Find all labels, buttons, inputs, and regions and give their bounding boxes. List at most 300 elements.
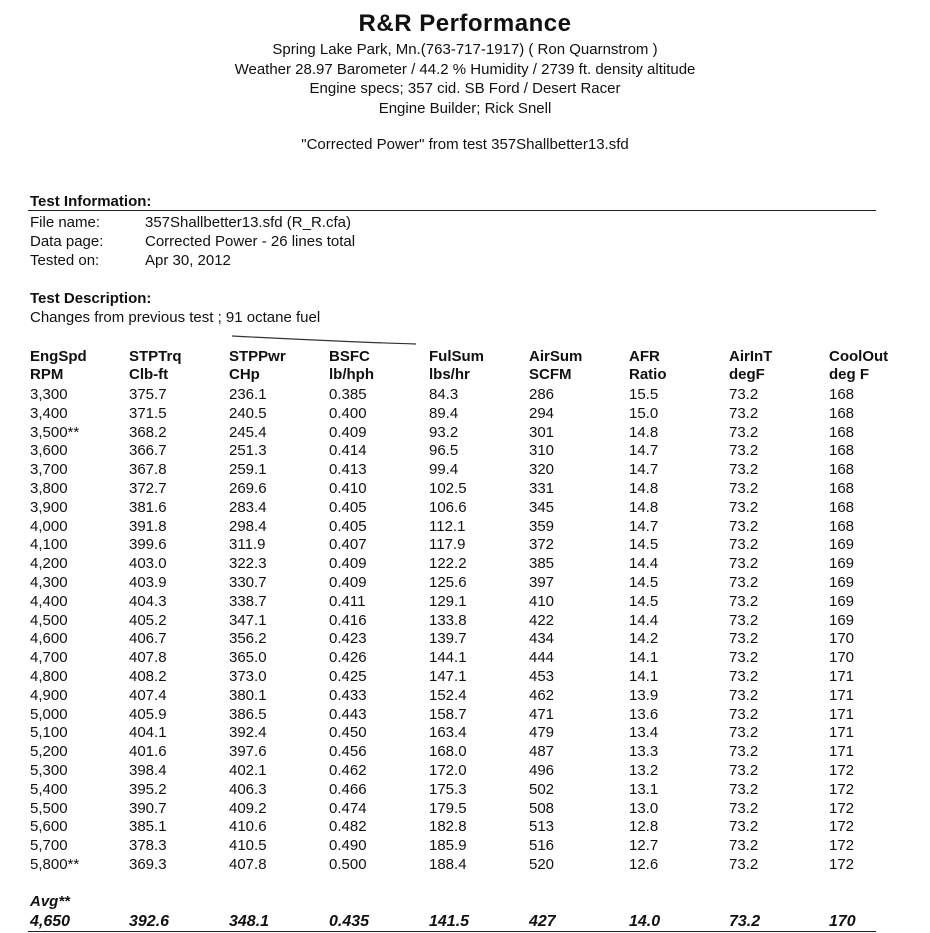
column-header-unit: SCFM — [529, 366, 572, 383]
column-header-airint — [729, 348, 772, 384]
cell-afr: 14.8 — [629, 423, 659, 441]
table-row — [0, 518, 876, 537]
test-info-value: Corrected Power - 26 lines total — [145, 233, 356, 250]
cell-bsfc: 0.413 — [329, 461, 367, 479]
cell-afr: 12.7 — [629, 837, 659, 855]
column-header-stptrq — [129, 348, 182, 384]
table-row — [0, 837, 876, 856]
cell-airint: 73.2 — [729, 799, 759, 817]
cell-afr: 13.2 — [629, 761, 659, 779]
cell-stppwr: 245.4 — [229, 423, 267, 441]
cell-bsfc: 0.409 — [329, 423, 367, 441]
cell-engspd: 4,800 — [30, 667, 68, 685]
cell-stptrq: 368.2 — [129, 423, 167, 441]
cell-airint: 73.2 — [729, 442, 759, 460]
cell-airint: 73.2 — [729, 667, 759, 685]
cell-stptrq: 407.8 — [129, 649, 167, 667]
cell-engspd: 4,400 — [30, 592, 68, 610]
average-cell-airint: 73.2 — [729, 913, 761, 930]
cell-coolout: 168 — [829, 386, 855, 403]
cell-stptrq: 399.6 — [129, 536, 167, 554]
cell-fulsum: 168.0 — [429, 743, 467, 761]
column-header-unit: Clb-ft — [129, 366, 169, 383]
cell-coolout: 172 — [829, 855, 855, 873]
cell-fulsum: 175.3 — [429, 780, 467, 798]
average-divider — [28, 931, 876, 932]
cell-airint: 73.2 — [729, 611, 759, 629]
average-row — [0, 912, 876, 932]
cell-airsum: 385 — [529, 555, 555, 573]
cell-coolout: 169 — [829, 611, 855, 629]
cell-coolout: 171 — [829, 667, 855, 685]
cell-stptrq: 381.6 — [129, 498, 167, 516]
cell-fulsum: 139.7 — [429, 630, 467, 648]
cell-stptrq: 405.2 — [129, 611, 167, 629]
engine-builder-line: Engine Builder; Rick Snell — [378, 99, 552, 117]
column-header-unit: Ratio — [629, 366, 667, 383]
section-divider — [28, 210, 876, 211]
cell-engspd: 5,300 — [30, 761, 68, 779]
cell-airsum: 301 — [529, 423, 555, 441]
table-row — [0, 649, 876, 668]
cell-coolout: 168 — [829, 442, 855, 460]
cell-airsum: 372 — [529, 536, 555, 554]
cell-afr: 14.5 — [629, 573, 659, 591]
engine-specs-line: Engine specs; 357 cid. SB Ford / Desert Racer — [309, 80, 621, 97]
cell-coolout: 169 — [829, 592, 855, 610]
cell-engspd: 5,400 — [30, 780, 68, 798]
cell-bsfc: 0.433 — [329, 686, 367, 704]
cell-airint: 73.2 — [729, 743, 759, 761]
cell-afr: 14.7 — [629, 461, 659, 479]
cell-stppwr: 410.5 — [229, 837, 267, 855]
cell-stppwr: 406.3 — [229, 780, 267, 798]
cell-coolout: 170 — [829, 630, 855, 648]
table-row — [0, 386, 876, 405]
cell-airint: 73.2 — [729, 423, 759, 441]
table-row — [0, 781, 876, 800]
cell-bsfc: 0.462 — [329, 761, 367, 779]
cell-afr: 14.1 — [629, 649, 659, 667]
column-header-name: EngSpd — [30, 348, 87, 365]
cell-afr: 13.4 — [629, 724, 659, 742]
test-information-block — [30, 213, 355, 270]
cell-afr: 13.6 — [629, 705, 659, 723]
table-row — [0, 555, 876, 574]
cell-airint: 73.2 — [729, 404, 759, 422]
cell-stppwr: 356.2 — [229, 630, 267, 648]
cell-airint: 73.2 — [729, 705, 759, 723]
cell-engspd: 3,300 — [30, 386, 68, 403]
test-description-text: Changes from previous test ; 91 octane fuel — [30, 309, 321, 326]
cell-engspd: 4,100 — [30, 536, 68, 554]
table-row — [0, 856, 876, 875]
test-info-label: File name: — [30, 214, 101, 231]
cell-coolout: 172 — [829, 837, 855, 855]
column-header-stppwr — [229, 348, 286, 384]
test-info-row — [30, 251, 355, 270]
cell-airint: 73.2 — [729, 498, 759, 516]
cell-airsum: 286 — [529, 386, 555, 403]
cell-coolout: 170 — [829, 649, 855, 667]
cell-airint: 73.2 — [729, 573, 759, 591]
cell-fulsum: 172.0 — [429, 761, 467, 779]
column-header-bsfc — [329, 348, 374, 384]
cell-airint: 73.2 — [729, 724, 759, 742]
cell-engspd: 3,600 — [30, 442, 68, 460]
cell-stppwr: 269.6 — [229, 479, 267, 497]
cell-afr: 15.5 — [629, 386, 659, 403]
cell-afr: 14.5 — [629, 536, 659, 554]
cell-afr: 14.8 — [629, 479, 659, 497]
table-row — [0, 706, 876, 725]
cell-bsfc: 0.490 — [329, 837, 367, 855]
cell-fulsum: 158.7 — [429, 705, 467, 723]
cell-stppwr: 386.5 — [229, 705, 267, 723]
average-cell-bsfc: 0.435 — [329, 913, 370, 930]
cell-stppwr: 347.1 — [229, 611, 267, 629]
cell-stppwr: 410.6 — [229, 818, 267, 836]
test-description-heading: Test Description: — [30, 290, 152, 307]
cell-stppwr: 365.0 — [229, 649, 267, 667]
cell-fulsum: 89.4 — [429, 404, 459, 422]
cell-afr: 14.7 — [629, 442, 659, 460]
report-title: R&R Performance — [358, 10, 572, 37]
cell-airint: 73.2 — [729, 479, 759, 497]
cell-fulsum: 125.6 — [429, 573, 467, 591]
cell-engspd: 4,700 — [30, 649, 68, 667]
cell-stppwr: 259.1 — [229, 461, 267, 479]
column-header-name: AFR — [629, 348, 660, 365]
table-row — [0, 762, 876, 781]
column-header-unit: deg F — [829, 366, 869, 383]
table-row — [0, 499, 876, 518]
cell-bsfc: 0.411 — [329, 592, 366, 610]
cell-afr: 13.3 — [629, 743, 659, 761]
cell-airint: 73.2 — [729, 686, 759, 704]
report-subtitle: "Corrected Power" from test 357Shallbetter13.sfd — [301, 136, 629, 153]
cell-airint: 73.2 — [729, 837, 759, 855]
cell-fulsum: 163.4 — [429, 724, 467, 742]
cell-coolout: 171 — [829, 686, 855, 704]
average-cell-afr: 14.0 — [629, 913, 661, 930]
cell-bsfc: 0.407 — [329, 536, 367, 554]
cell-engspd: 3,700 — [30, 461, 68, 479]
cell-airsum: 508 — [529, 799, 555, 817]
cell-stptrq: 407.4 — [129, 686, 167, 704]
cell-stptrq: 367.8 — [129, 461, 167, 479]
cell-afr: 13.0 — [629, 799, 659, 817]
cell-bsfc: 0.405 — [329, 498, 367, 516]
table-row — [0, 536, 876, 555]
cell-engspd: 4,300 — [30, 573, 68, 591]
cell-airsum: 453 — [529, 667, 555, 685]
cell-airint: 73.2 — [729, 780, 759, 798]
column-header-engspd — [30, 348, 87, 384]
cell-coolout: 168 — [829, 498, 855, 516]
cell-stptrq: 405.9 — [129, 705, 167, 723]
cell-afr: 13.1 — [629, 780, 659, 798]
cell-engspd: 3,400 — [30, 404, 68, 422]
cell-engspd: 4,200 — [30, 555, 68, 573]
cell-airsum: 331 — [529, 479, 555, 497]
average-cell-stptrq: 392.6 — [129, 913, 170, 930]
cell-airint: 73.2 — [729, 855, 759, 873]
cell-coolout: 168 — [829, 404, 855, 422]
table-row — [0, 687, 876, 706]
cell-coolout: 172 — [829, 780, 855, 798]
column-header-name: AirInT — [729, 348, 773, 365]
cell-stppwr: 402.1 — [229, 761, 267, 779]
cell-coolout: 171 — [829, 705, 855, 723]
column-header-unit: RPM — [30, 366, 64, 383]
column-header-name: CoolOut — [829, 348, 889, 365]
cell-fulsum: 93.2 — [429, 423, 459, 441]
cell-stppwr: 380.1 — [229, 686, 267, 704]
cell-stppwr: 330.7 — [229, 573, 267, 591]
table-row — [0, 800, 876, 819]
column-header-name: STPPwr — [229, 348, 286, 365]
cell-afr: 12.8 — [629, 818, 659, 836]
table-row — [0, 630, 876, 649]
cell-coolout: 171 — [829, 743, 855, 761]
cell-afr: 15.0 — [629, 404, 659, 422]
cell-stptrq: 403.0 — [129, 555, 167, 573]
cell-airint: 73.2 — [729, 536, 759, 554]
test-info-value: Apr 30, 2012 — [145, 252, 231, 269]
cell-engspd: 4,500 — [30, 611, 68, 629]
cell-airsum: 513 — [529, 818, 555, 836]
table-row — [0, 612, 876, 631]
cell-bsfc: 0.466 — [329, 780, 367, 798]
cell-stppwr: 409.2 — [229, 799, 267, 817]
cell-bsfc: 0.405 — [329, 517, 367, 535]
test-info-label: Data page: — [30, 233, 104, 250]
cell-airint: 73.2 — [729, 461, 759, 479]
cell-airsum: 359 — [529, 517, 555, 535]
cell-stppwr: 283.4 — [229, 498, 267, 516]
cell-engspd: 5,000 — [30, 705, 68, 723]
column-header-coolout — [829, 348, 888, 384]
cell-airsum: 496 — [529, 761, 555, 779]
table-row — [0, 818, 876, 837]
cell-airint: 73.2 — [729, 818, 759, 836]
cell-fulsum: 122.2 — [429, 555, 467, 573]
cell-engspd: 4,000 — [30, 517, 68, 535]
cell-stppwr: 392.4 — [229, 724, 267, 742]
cell-engspd: 4,900 — [30, 686, 68, 704]
cell-engspd: 3,800 — [30, 479, 68, 497]
cell-afr: 14.5 — [629, 592, 659, 610]
average-cell-airsum: 427 — [529, 913, 556, 930]
cell-stptrq: 401.6 — [129, 743, 167, 761]
cell-airsum: 479 — [529, 724, 555, 742]
cell-afr: 14.4 — [629, 611, 659, 629]
cell-afr: 14.1 — [629, 667, 659, 685]
cell-stptrq: 404.1 — [129, 724, 167, 742]
column-header-unit: degF — [729, 366, 765, 383]
cell-airsum: 444 — [529, 649, 555, 667]
cell-coolout: 169 — [829, 573, 855, 591]
cell-afr: 13.9 — [629, 686, 659, 704]
test-info-row — [30, 213, 355, 232]
cell-airint: 73.2 — [729, 517, 759, 535]
cell-engspd: 5,500 — [30, 799, 68, 817]
cell-stptrq: 385.1 — [129, 818, 167, 836]
table-row — [0, 405, 876, 424]
column-header-unit: lbs/hr — [429, 366, 470, 383]
cell-bsfc: 0.409 — [329, 555, 367, 573]
cell-stppwr: 373.0 — [229, 667, 267, 685]
cell-afr: 12.6 — [629, 855, 659, 873]
cell-fulsum: 84.3 — [429, 386, 459, 403]
average-cell-engspd: 4,650 — [30, 913, 71, 930]
cell-bsfc: 0.474 — [329, 799, 367, 817]
cell-coolout: 168 — [829, 423, 855, 441]
cell-stppwr: 407.8 — [229, 855, 267, 873]
cell-stppwr: 311.9 — [229, 536, 266, 554]
cell-airsum: 294 — [529, 404, 555, 422]
table-row — [0, 480, 876, 499]
cell-bsfc: 0.456 — [329, 743, 367, 761]
cell-stppwr: 236.1 — [229, 386, 267, 403]
cell-airsum: 434 — [529, 630, 555, 648]
cell-stptrq: 375.7 — [129, 386, 167, 403]
cell-airint: 73.2 — [729, 555, 759, 573]
cell-engspd: 5,200 — [30, 743, 68, 761]
cell-stptrq: 369.3 — [129, 855, 167, 873]
cell-fulsum: 188.4 — [429, 855, 467, 873]
cell-airint: 73.2 — [729, 649, 759, 667]
cell-afr: 14.2 — [629, 630, 659, 648]
cell-airsum: 487 — [529, 743, 555, 761]
cell-fulsum: 185.9 — [429, 837, 467, 855]
cell-coolout: 168 — [829, 479, 855, 497]
cell-bsfc: 0.416 — [329, 611, 367, 629]
cell-stptrq: 391.8 — [129, 517, 167, 535]
cell-bsfc: 0.443 — [329, 705, 367, 723]
cell-fulsum: 133.8 — [429, 611, 467, 629]
table-row — [0, 668, 876, 687]
cell-airsum: 320 — [529, 461, 555, 479]
table-row — [0, 461, 876, 480]
cell-bsfc: 0.409 — [329, 573, 367, 591]
column-header-name: AirSum — [529, 348, 583, 365]
weather-line: Weather 28.97 Barometer / 44.2 % Humidity / 2739 ft. density altitude — [234, 60, 696, 78]
cell-coolout: 171 — [829, 724, 855, 742]
cell-stptrq: 366.7 — [129, 442, 167, 460]
cell-fulsum: 96.5 — [429, 442, 459, 460]
cell-stppwr: 338.7 — [229, 592, 267, 610]
table-row — [0, 593, 876, 612]
cell-stppwr: 251.3 — [229, 442, 267, 460]
cell-airint: 73.2 — [729, 761, 759, 779]
data-table — [0, 386, 876, 875]
cell-airsum: 516 — [529, 837, 555, 855]
cell-coolout: 172 — [829, 799, 855, 817]
cell-stptrq: 378.3 — [129, 837, 167, 855]
cell-bsfc: 0.414 — [329, 442, 367, 460]
cell-bsfc: 0.423 — [329, 630, 367, 648]
cell-fulsum: 179.5 — [429, 799, 467, 817]
test-information-heading: Test Information: — [30, 193, 152, 210]
cell-stptrq: 395.2 — [129, 780, 167, 798]
cell-coolout: 169 — [829, 555, 855, 573]
cell-fulsum: 147.1 — [429, 667, 467, 685]
cell-airsum: 502 — [529, 780, 555, 798]
cell-bsfc: 0.410 — [329, 479, 367, 497]
cell-stptrq: 390.7 — [129, 799, 167, 817]
cell-airint: 73.2 — [729, 630, 759, 648]
table-row — [0, 743, 876, 762]
table-row — [0, 424, 876, 443]
pen-mark — [230, 333, 420, 347]
cell-bsfc: 0.400 — [329, 404, 367, 422]
average-cell-stppwr: 348.1 — [229, 913, 270, 930]
cell-stppwr: 322.3 — [229, 555, 267, 573]
cell-stppwr: 298.4 — [229, 517, 267, 535]
cell-airsum: 345 — [529, 498, 555, 516]
cell-airsum: 471 — [529, 705, 555, 723]
cell-engspd: 3,500** — [30, 423, 80, 441]
cell-bsfc: 0.482 — [329, 818, 367, 836]
cell-airsum: 397 — [529, 573, 555, 591]
cell-fulsum: 144.1 — [429, 649, 467, 667]
cell-coolout: 168 — [829, 517, 855, 535]
column-header-afr — [629, 348, 667, 384]
cell-airsum: 410 — [529, 592, 555, 610]
column-header-unit: CHp — [229, 366, 260, 383]
cell-stptrq: 404.3 — [129, 592, 167, 610]
cell-afr: 14.8 — [629, 498, 659, 516]
cell-airint: 73.2 — [729, 386, 759, 403]
cell-airsum: 520 — [529, 855, 555, 873]
cell-fulsum: 117.9 — [429, 536, 466, 554]
cell-stptrq: 406.7 — [129, 630, 167, 648]
average-cell-coolout: 170 — [829, 913, 856, 930]
cell-stptrq: 403.9 — [129, 573, 167, 591]
cell-stptrq: 398.4 — [129, 761, 167, 779]
cell-fulsum: 182.8 — [429, 818, 467, 836]
cell-airint: 73.2 — [729, 592, 759, 610]
cell-bsfc: 0.385 — [329, 386, 367, 403]
cell-stppwr: 240.5 — [229, 404, 267, 422]
cell-fulsum: 102.5 — [429, 479, 467, 497]
table-row — [0, 574, 876, 593]
cell-bsfc: 0.500 — [329, 855, 367, 873]
cell-coolout: 169 — [829, 536, 855, 554]
cell-coolout: 172 — [829, 761, 855, 779]
cell-airsum: 422 — [529, 611, 555, 629]
test-info-row — [30, 232, 355, 251]
cell-stptrq: 372.7 — [129, 479, 167, 497]
cell-bsfc: 0.425 — [329, 667, 367, 685]
cell-bsfc: 0.426 — [329, 649, 367, 667]
cell-stppwr: 397.6 — [229, 743, 267, 761]
column-header-airsum — [529, 348, 582, 384]
cell-coolout: 168 — [829, 461, 855, 479]
table-row — [0, 442, 876, 461]
column-header-unit: lb/hph — [329, 366, 374, 383]
report-header — [0, 8, 930, 154]
column-header-fulsum — [429, 348, 484, 384]
cell-fulsum: 112.1 — [429, 517, 466, 535]
cell-engspd: 5,800** — [30, 855, 80, 873]
cell-stptrq: 408.2 — [129, 667, 167, 685]
cell-fulsum: 129.1 — [429, 592, 467, 610]
cell-afr: 14.4 — [629, 555, 659, 573]
cell-airsum: 462 — [529, 686, 555, 704]
